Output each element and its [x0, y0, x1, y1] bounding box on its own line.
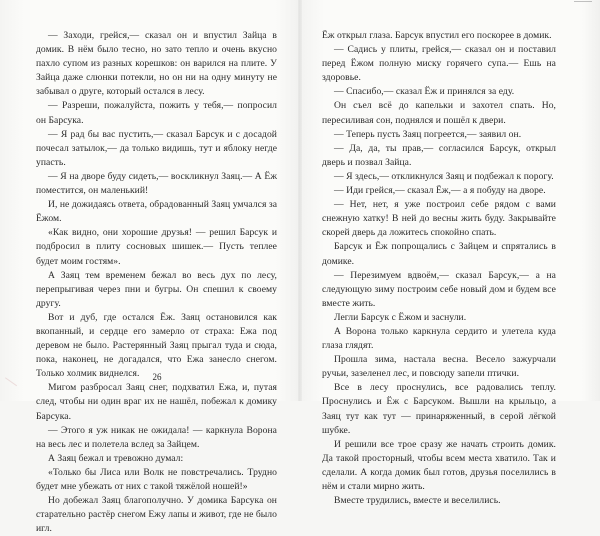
paragraph: — Иди грейся,— сказал Ёж,— а я побуду на дворе. — [334, 185, 546, 197]
paragraph: И решили все трое сразу же начать строить домик. Да такой просторный, чтобы всем места хватило. Так и сделали. А когда домик был готов, друзья поселились в нём и стали мирно жить. — [322, 438, 556, 492]
paragraph: «Как видно, они хорошие друзья! — решил Барсук и подбросил в плиту сосновых шишек.— Пусть теплее будет моим гостям». — [36, 227, 277, 267]
paragraph: — Я здесь,— откликнулся Заяц и подбежал к порогу. — [334, 170, 554, 182]
paragraph: «Только бы Лиса или Волк не повстречались. Трудно будет мне убежать от них с такой тяжёлой ношей!» — [36, 466, 277, 492]
scan-mark — [574, 1, 592, 2]
paragraph: — Садись у плиты, грейся,— сказал он и поставил перед Ёжом полную миску горячего супа.— Ешь на здоровье. — [322, 44, 556, 84]
page-number: 26 — [152, 372, 162, 382]
paragraph: Легли Барсук с Ёжом и заснули. — [334, 311, 467, 323]
paragraph: — Разреши, пожалуйста, пожить у тебя,— попросил он Барсука. — [36, 100, 277, 126]
paragraph: — Спасибо,— сказал Ёж и принялся за еду. — [334, 86, 515, 98]
paragraph: — Заходи, грейся,— сказал он и впустил Зайца в домик. В нём было тесно, но зато тепло и очень вкусно пахло супом из разных корешков: он варился на плите. У Зайца даже слюнки потекли, но он ни на одну минуту не забывал о друге, который остался в лесу. — [36, 30, 277, 98]
paragraph: — Этого я уж никак не ожидала! — каркнула Ворона на весь лес и полетела вслед за Зайцем. — [36, 424, 277, 450]
paragraph: Вместе трудились, вместе и веселились. — [334, 495, 501, 507]
paragraph: Но добежал Заяц благополучно. У домика Барсука он старательно растёр снегом Ежу лапы и живот, где не было игл. — [36, 495, 277, 535]
paragraph: Он съел всё до капельки и захотел спать. Но, пересиливая сон, поднялся и пошёл к двери. — [322, 100, 556, 126]
paragraph: — Да, да, ты прав,— согласился Барсук, открыл дверь и позвал Зайца. — [322, 142, 556, 168]
paragraph: — Я на дворе буду сидеть,— воскликнул Заяц.— А Ёж поместится, он маленький! — [36, 170, 277, 197]
left-page-text — [36, 29, 277, 536]
paragraph: И, не дожидаясь ответа, обрадованный Заяц умчался за Ёжом. — [36, 199, 278, 225]
paragraph: — Нет, нет, я уже построил себе рядом с вами снежную хатку! В ней до весны жить буду. Закрывайте скорей дверь да ложитесь спокойно спать. — [322, 199, 556, 239]
paragraph: Мигом разбросал Заяц снег, подхватил Ежа, и, путая след, чтобы ни один враг их не нашёл, побежал к домику Барсука. — [36, 382, 277, 422]
paragraph: А Заяц бежал и тревожно думал: — [48, 452, 184, 464]
paragraph: Вот и дуб, где остался Ёж. Заяц остановился как вкопанный, и сердце его замерло от страха: Ежа под деревом не было. Растерянный Заяц прыгал туда и сюда, пока, наконец, не догадался, что Ежа занесло снегом. Только холмик виднелся. — [36, 311, 277, 380]
right-page-text — [322, 29, 556, 508]
paragraph: — Я рад бы вас пустить,— сказал Барсук и с досадой почесал затылок,— да только видишь, тут и яблоку негде упасть. — [36, 128, 277, 168]
paragraph: — Перезимуем вдвоём,— сказал Барсук,— а на следующую зиму построим себе новый дом и будем все вместе жить. — [322, 269, 556, 309]
left-page — [0, 0, 300, 535]
paragraph: А Заяц тем временем бежал во весь дух по лесу, перепрыгивая через пни и бугры. Он спешил к своему другу. — [36, 269, 277, 309]
book-gutter — [298, 0, 302, 401]
paragraph: Все в лесу проснулись, все радовались теплу. Проснулись и Ёж с Барсуком. Вышли на крыльцо, а Заяц тут как тут — принаряженный, в серой лёгкой шубке. — [322, 382, 556, 436]
paragraph-continuation: Ёж открыл глаза. Барсук впустил его поскорее в домик. — [322, 30, 552, 41]
paragraph: Барсук и Ёж попрощались с Зайцем и спрятались в домике. — [322, 241, 556, 267]
paragraph: Прошла зима, настала весна. Весело зажурчали ручьи, зазеленел лес, и повсюду запели птички. — [322, 354, 556, 380]
right-page — [300, 0, 600, 507]
paragraph: А Ворона только каркнула сердито и улетела куда глаза глядят. — [322, 325, 556, 352]
paragraph: — Теперь пусть Заяц погреется,— заявил он. — [334, 128, 522, 140]
